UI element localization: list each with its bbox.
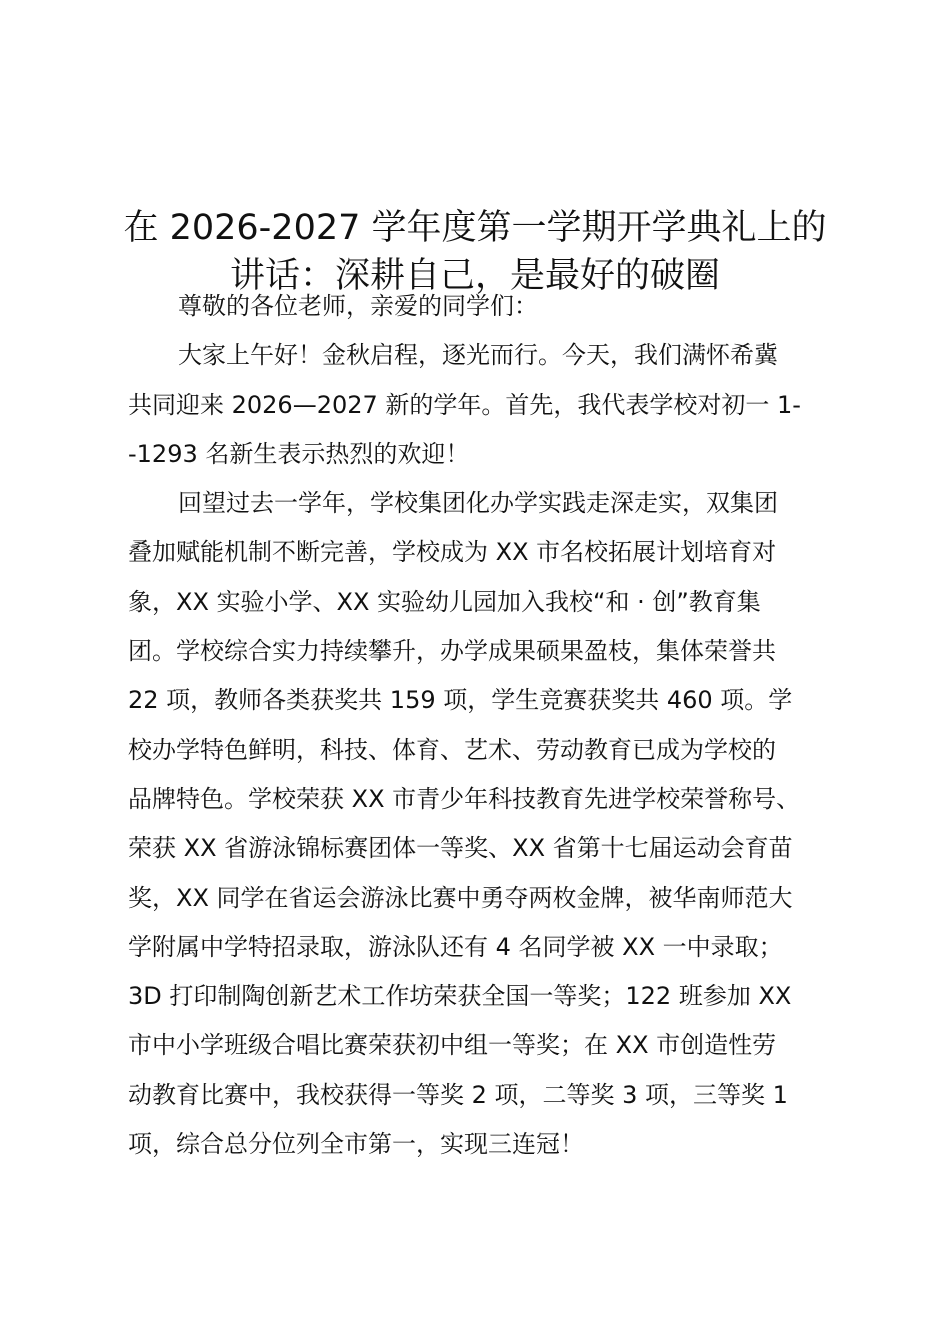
paragraph-line: 学附属中学特招录取，游泳队还有 4 名同学被 XX 一中录取； <box>128 932 783 961</box>
paragraph-line: 校办学特色鲜明，科技、体育、艺术、劳动教育已成为学校的 <box>128 735 776 764</box>
paragraph-line: 3D 打印制陶创新艺术工作坊荣获全国一等奖；122 班参加 XX <box>128 982 792 1011</box>
title-line: 在 2026-2027 学年度第一学期开学典礼上的 <box>123 208 827 249</box>
salutation-paragraph <box>128 282 840 331</box>
document-body <box>128 282 840 1169</box>
paragraph-line: 荣获 XX 省游泳锦标赛团体一等奖、XX 省第十七届运动会育苗 <box>128 834 793 863</box>
paragraph-line: 回望过去一学年，学校集团化办学实践走深走实，双集团 <box>178 489 778 518</box>
paragraph-line: -1293 名新生表示热烈的欢迎！ <box>128 439 470 468</box>
paragraph-line: 品牌特色。学校荣获 XX 市青少年科技教育先进学校荣誉称号、 <box>128 784 801 813</box>
paragraph-line: 项，综合总分位列全市第一，实现三连冠！ <box>128 1130 584 1159</box>
review-paragraph <box>128 479 840 1169</box>
paragraph-line: 22 项，教师各类获奖共 159 项，学生竞赛获奖共 460 项。学 <box>128 686 793 715</box>
paragraph-line: 尊敬的各位老师，亲爱的同学们： <box>178 292 538 320</box>
paragraph-line: 叠加赋能机制不断完善，学校成为 XX 市名校拓展计划培育对 <box>128 538 777 567</box>
paragraph-line: 奖，XX 同学在省运会游泳比赛中勇夺两枚金牌，被华南师范大 <box>128 883 793 912</box>
paragraph-line: 市中小学班级合唱比赛荣获初中组一等奖；在 XX 市创造性劳 <box>128 1031 777 1060</box>
paragraph-line: 共同迎来 2026—2027 新的学年。首先，我代表学校对初一 1- <box>128 390 801 419</box>
title-line: 讲话：深耕自己，是最好的破圈 <box>229 256 720 297</box>
greeting-paragraph <box>128 331 840 479</box>
paragraph-line: 象，XX 实验小学、XX 实验幼儿园加入我校“和 · 创”教育集 <box>128 587 761 616</box>
paragraph-line: 动教育比赛中，我校获得一等奖 2 项，二等奖 3 项，三等奖 1 <box>128 1080 788 1109</box>
paragraph-line: 团。学校综合实力持续攀升，办学成果硕果盈枝，集体荣誉共 <box>128 637 776 666</box>
paragraph-line: 大家上午好！金秋启程，逐光而行。今天，我们满怀希冀 <box>178 341 778 370</box>
